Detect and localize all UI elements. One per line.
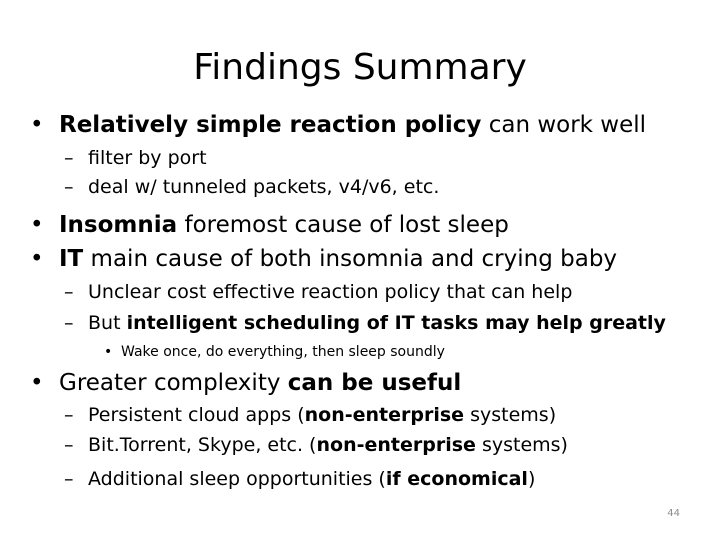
bullet-item [30,110,646,140]
sub-bullet-item [64,146,207,170]
bullet-marker: • [30,370,44,396]
sub-bullet-text: Persistent cloud apps ( [88,404,305,426]
sub-bullet-text: filter by port [88,147,207,169]
bullet-marker: • [30,212,44,238]
sub-bullet-text: Bit.Torrent, Skype, etc. ( [88,434,317,456]
sub-bullet-text: But [88,312,127,334]
bullet-item [30,244,617,274]
bullet-emphasis: Relatively simple reaction policy [59,112,482,138]
sub-bullet-text: ) [527,468,536,490]
sub-bullet-emphasis: non-enterprise [316,434,476,456]
page-number: 44 [667,508,680,519]
sub-bullet-emphasis: non-enterprise [304,404,465,426]
sub-bullet-item [64,467,535,491]
sub-bullet-text: Additional sleep opportunities ( [88,468,386,490]
sub-bullet-item [64,311,666,335]
bullet-emphasis: Insomnia [59,212,178,238]
sub-bullet-item [64,280,572,304]
sub-bullet-marker: – [64,312,74,334]
sub-bullet-text: Unclear cost effective reaction policy that can help [88,281,573,303]
bullet-text: can work well [481,112,647,138]
sub-bullet-marker: – [64,147,74,169]
sub-bullet-emphasis: intelligent scheduling of IT tasks may help greatly [126,312,666,334]
sub-bullet-marker: – [64,281,74,303]
bullet-emphasis: can be useful [287,370,462,396]
bullet-text: main cause of both insomnia and crying baby [83,246,618,272]
sub-bullet-text: systems) [475,434,568,456]
sub-bullet-emphasis: if economical [385,468,528,490]
sub-bullet-marker: – [64,434,74,456]
sub-bullet-item [64,433,568,457]
bullet-text: Greater complexity [59,370,288,396]
sub-bullet-item [64,403,556,427]
sub-bullet-marker: – [64,176,74,198]
bullet-marker: • [30,112,44,138]
slide-title: Findings Summary [193,47,527,88]
sub-sub-bullet-marker: • [104,344,113,360]
bullet-item [30,368,461,398]
sub-sub-bullet-item [104,343,445,361]
sub-bullet-marker: – [64,468,74,490]
sub-bullet-text: systems) [464,404,557,426]
bullet-emphasis: IT [59,246,84,272]
bullet-text: foremost cause of lost sleep [177,212,509,238]
sub-bullet-text: deal w/ tunneled packets, v4/v6, etc. [88,176,440,198]
sub-bullet-item [64,175,439,199]
sub-sub-bullet-text: Wake once, do everything, then sleep soundly [121,344,445,360]
bullet-item [30,210,509,240]
sub-bullet-marker: – [64,404,74,426]
bullet-marker: • [30,246,44,272]
